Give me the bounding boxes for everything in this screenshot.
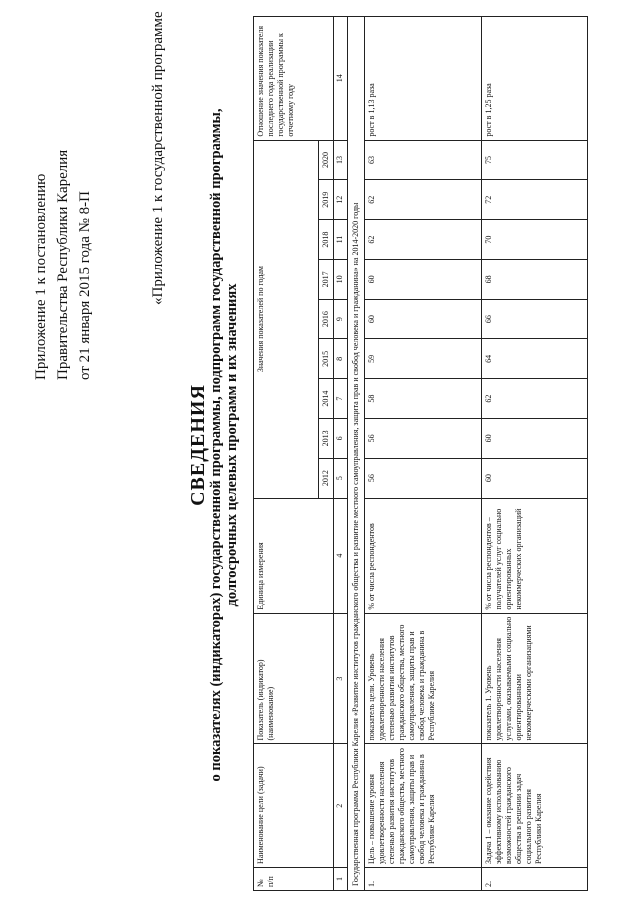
year-header: 2013 [319,419,334,459]
row-unit: % от числа респондентов – получателей услуг социально ориентированных некоммерческих организаций [482,498,588,613]
row-value: 75 [482,140,588,180]
row-indicator: показатель 1. Уровень удовлетворенности населения услугами, оказываемыми социально ориентированными некоммерческими организациями [482,613,588,744]
col-header-goal: Наименование цели (задачи) [254,744,334,868]
row-value: 72 [482,180,588,220]
approval-line: от 21 января 2015 года № 8-П [77,190,93,380]
row-value: 60 [365,259,482,299]
year-header: 2014 [319,379,334,419]
column-number: 8 [334,339,348,379]
col-header-num: № п/п [254,867,334,890]
table-row [482,17,588,891]
column-number: 2 [334,744,348,868]
row-value: 60 [482,458,588,498]
column-number: 1 [334,867,348,890]
row-value: 63 [365,140,482,180]
column-number: 13 [334,140,348,180]
row-value: 59 [365,339,482,379]
row-ratio: рост в 1,25 раза [482,17,588,141]
approval-line: Правительства Республики Карелия [55,149,71,380]
col-header-values: Значения показателей по годам [254,140,319,498]
row-unit: % от числа респондентов [365,498,482,613]
column-number: 12 [334,180,348,220]
row-num: 1. [365,867,482,890]
year-header: 2017 [319,259,334,299]
indicators-table [253,16,588,891]
col-header-unit: Единица измерения [254,498,334,613]
year-header: 2012 [319,458,334,498]
year-header: 2015 [319,339,334,379]
column-number: 10 [334,259,348,299]
row-goal: Задача 1 – оказание содействия эффективному использованию возможностей гражданского общества в решении задач социального развития Республики Карелия [482,744,588,868]
program-row [348,17,365,891]
row-value: 60 [365,299,482,339]
column-number: 4 [334,498,348,613]
title-main: СВЕДЕНИЯ [187,384,209,506]
row-goal: Цель – повышение уровня удовлетворенности населения степенью развития институтов гражданского общества, местного самоуправления, защиты прав и свобод человека и гражданина в Республике Карелия [365,744,482,868]
row-value: 58 [365,379,482,419]
row-value: 62 [482,379,588,419]
row-value: 62 [365,220,482,260]
col-header-indicator: Показатель (индикатор) (наименование) [254,613,334,744]
row-num: 2. [482,867,588,890]
row-value: 60 [482,419,588,459]
approval-block [30,40,96,380]
col-header-ratio: Отношение значения показателя последнего года реализации государственной программы к отчетному году [254,17,334,141]
title-line: о показателях (индикаторах) государственной программы, подпрограмм государственной программы, [208,108,224,782]
row-value: 66 [482,299,588,339]
column-number: 3 [334,613,348,744]
annex-label: «Приложение 1 к государственной программе [150,11,166,305]
row-value: 56 [365,419,482,459]
table-row [365,17,482,891]
column-number: 14 [334,17,348,141]
approval-line: Приложение 1 к постановлению [33,173,49,380]
year-header: 2020 [319,140,334,180]
year-header: 2019 [319,180,334,220]
header-row [254,17,319,891]
title-line: долгосрочных целевых программ и их значениях [224,283,240,607]
year-header: 2016 [319,299,334,339]
row-indicator: показатель цели. Уровень удовлетворенности населения степенью развития институтов гражданского общества, местного самоуправления, защиты прав и свобод человека и гражданина в Республике Карелия [365,613,482,744]
row-value: 56 [365,458,482,498]
column-number: 6 [334,419,348,459]
row-value: 70 [482,220,588,260]
column-numbers-row [334,17,348,891]
column-number: 9 [334,299,348,339]
column-number: 7 [334,379,348,419]
program-title: Государственная программа Республики Карелия «Развитие институтов гражданского общества и развитие местного самоуправления, защита прав и свобод человека и гражданина» на 2014-2020 годы [348,17,365,891]
year-header: 2018 [319,220,334,260]
column-number: 11 [334,220,348,260]
row-value: 64 [482,339,588,379]
column-number: 5 [334,458,348,498]
row-value: 68 [482,259,588,299]
row-value: 62 [365,180,482,220]
row-ratio: рост в 1,13 раза [365,17,482,141]
document-title [187,95,240,795]
